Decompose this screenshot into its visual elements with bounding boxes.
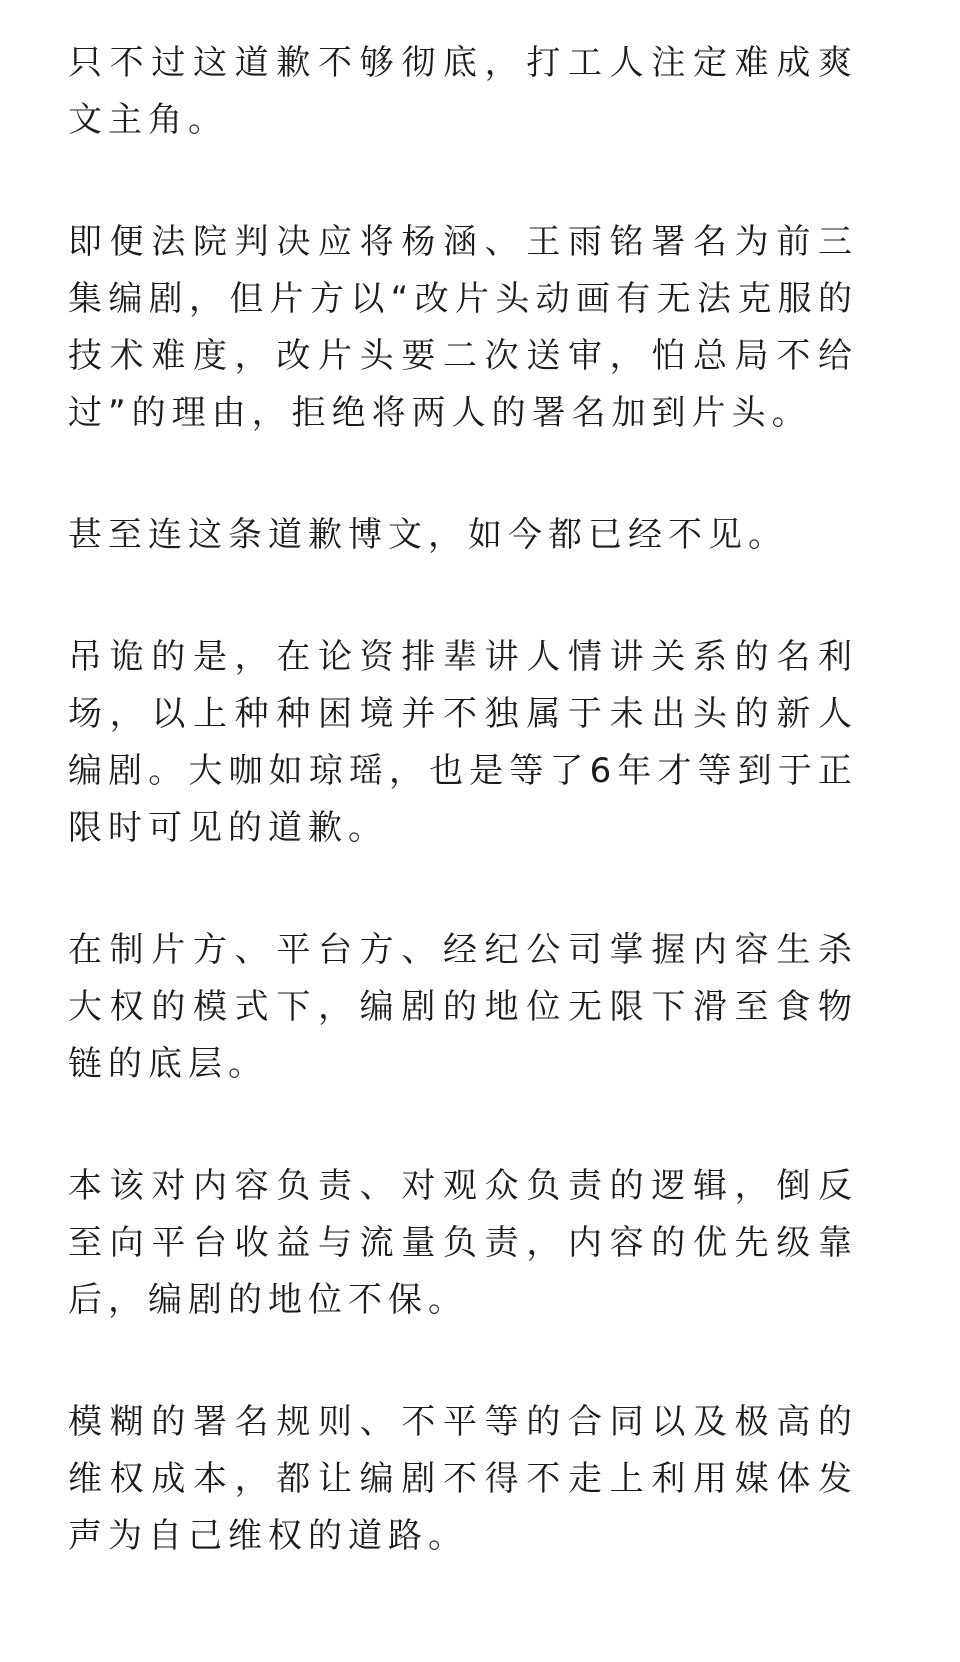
paragraph-1: 只不过这道歉不够彻底，打工人注定难成爽文主角。 <box>68 43 858 140</box>
paragraph-7: 模糊的署名规则、不平等的合同以及极高的维权成本，都让编剧不得不走上利用媒体发声为自己维权的道路。 <box>68 1402 858 1556</box>
paragraph-4: 吊诡的是，在论资排辈讲人情讲关系的名利场，以上种种困境并不独属于未出头的新人编剧。大咖如琼瑶，也是等了6年才等到于正限时可见的道歉。 <box>68 637 858 848</box>
paragraph-2: 即便法院判决应将杨涵、王雨铭署名为前三集编剧，但片方以“改片头动画有无法克服的技术难度，改片头要二次送审，怕总局不给过”的理由，拒绝将两人的署名加到片头。 <box>68 222 858 433</box>
paragraph-3: 甚至连这条道歉博文，如今都已经不见。 <box>68 515 788 555</box>
article-body <box>68 35 858 1565</box>
paragraph-6: 本该对内容负责、对观众负责的逻辑，倒反至向平台收益与流量负责，内容的优先级靠后，编剧的地位不保。 <box>68 1166 858 1320</box>
paragraph-5: 在制片方、平台方、经纪公司掌握内容生杀大权的模式下，编剧的地位无限下滑至食物链的底层。 <box>68 930 858 1084</box>
